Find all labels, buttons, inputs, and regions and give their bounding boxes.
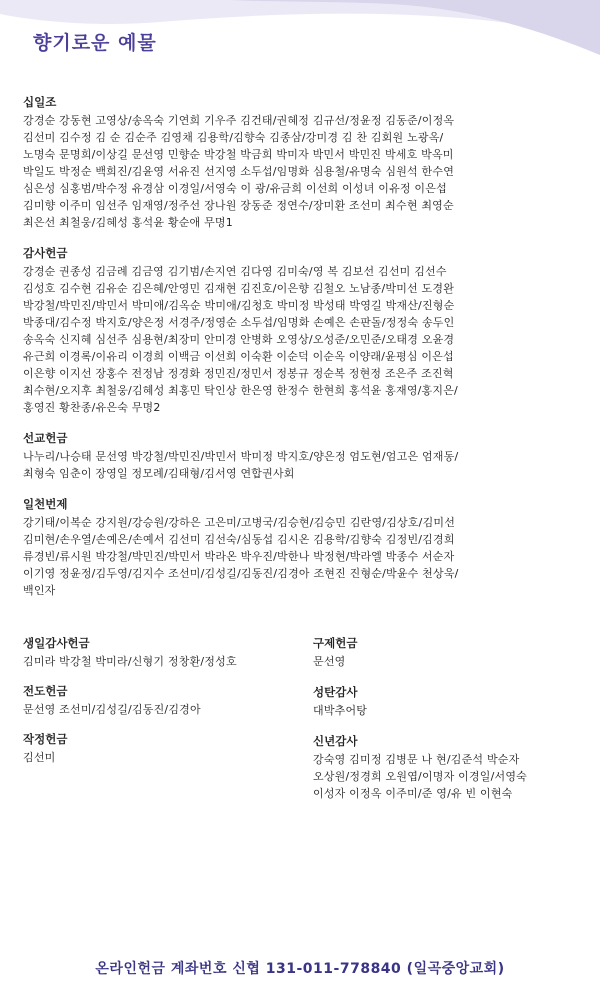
section-birthday-thanks	[23, 636, 293, 670]
left-column	[23, 636, 293, 780]
donor-line: 김미현/손우열/손예은/손예서 김선미 김선숙/심동섭 김시온 김용학/김향숙 김정빈/김경희	[23, 533, 455, 546]
donor-line: 이성자 이정옥 이주미/준 영/유 빈 이현숙	[313, 787, 513, 800]
donor-line: 송옥숙 신지혜 심선주 심용현/최장미 안미경 안병화 오영상/오성준/오민준/오태경 오윤경	[23, 333, 455, 346]
donor-line: 최수현/오지후 최철웅/김혜성 최홍민 탁인상 한은영 한정수 한현희 홍석윤 홍재영/홍지은/	[23, 384, 458, 397]
online-offering-account: 온라인헌금 계좌번호 신협 131-011-778840 (일곡중앙교회)	[95, 961, 505, 977]
donor-line: 박일도 박정순 백희진/김윤영 서유진 선지영 소두섭/임명화 심용철/유명숙 심원석 한수연	[23, 165, 455, 178]
donor-line: 김성호 김수현 김유순 김은혜/안영민 김재현 김진호/이은향 김철오 노남종/박미선 도경완	[23, 282, 455, 295]
section-christmas-thanks	[313, 685, 593, 719]
right-column	[313, 636, 593, 817]
donor-line: 강경순 강동현 고영상/송옥숙 기연희 기우주 김건태/권혜정 김규선/정윤정 김동준/이정옥	[23, 114, 455, 127]
donor-line: 강숙영 김미정 김병문 나 현/김준석 박순자	[313, 753, 520, 766]
donor-line: 이기영 정윤정/김두영/김지수 조선미/김성길/김동진/김경아 조현진 진형순/박윤수 천상욱/	[23, 567, 459, 580]
section-title: 일천번제	[23, 497, 68, 511]
donor-line: 박강철/박민진/박민서 박미애/김옥순 박미애/김청호 박미정 박성태 박영길 박재산/진형순	[23, 299, 455, 312]
donor-line: 이은향 이지선 장홍수 전정남 정경화 정민진/정민서 정봉규 정순복 정현정 조은주 조진혁	[23, 367, 454, 380]
donor-line: 홍영진 황찬종/유은숙 무명2	[23, 401, 161, 414]
donor-line: 문선영 조선미/김성길/김동진/김경아	[23, 703, 201, 716]
section-pledge	[23, 732, 293, 766]
section-title: 감사헌금	[23, 246, 68, 260]
section-title: 성탄감사	[313, 685, 358, 699]
donor-line: 오상원/정경희 오원엽/이명자 이경일/서영숙	[313, 770, 527, 783]
section-title: 작정헌금	[23, 732, 68, 746]
section-thanksgiving	[23, 246, 588, 416]
donor-line: 김미라 박강철 박미라/신형기 정창환/정성호	[23, 655, 237, 668]
section-mission	[23, 431, 588, 482]
section-tithe	[23, 95, 588, 231]
section-thousand-offerings	[23, 497, 588, 599]
donor-line: 김미향 이주미 임선주 임재영/정주선 장나원 장동준 정연수/장미환 조선미 최수현 최영순	[23, 199, 454, 212]
donor-sections	[23, 95, 588, 614]
section-title: 생일감사헌금	[23, 636, 90, 650]
donor-line: 류경빈/류시원 박강철/박민진/박민서 박라온 박우진/박한나 박정현/박라엘 박종수 서순자	[23, 550, 455, 563]
section-relief	[313, 636, 593, 670]
donor-line: 김선미	[23, 751, 56, 764]
section-evangelism	[23, 684, 293, 718]
donor-line: 나누리/나승태 문선영 박강철/박민진/박민서 박미정 박지호/양은정 엄도현/엄고은 엄재동/	[23, 450, 459, 463]
donor-line: 유근희 이경록/이유리 이경희 이백금 이선희 이숙환 이순덕 이순옥 이양래/윤평심 이은섭	[23, 350, 454, 363]
donor-line: 김선미 김수정 김 순 김순주 김영채 김용학/김향숙 김종삼/강미경 김 찬 김회원 노광옥/	[23, 131, 444, 144]
section-title: 십일조	[23, 95, 57, 109]
section-title: 전도헌금	[23, 684, 68, 698]
donor-line: 박종대/김수정 박지호/양은정 서경주/정영순 소두섭/임명화 손예은 손판돌/정정숙 송두인	[23, 316, 455, 329]
donor-line: 최은선 최철웅/김혜성 홍석윤 황순애 무명1	[23, 216, 233, 229]
donor-line: 백인자	[23, 584, 56, 597]
donor-line: 노명숙 문명희/이상길 문선영 민향순 박강철 박금희 박미자 박민서 박민진 박세호 박옥미	[23, 148, 454, 161]
section-title: 구제헌금	[313, 636, 358, 650]
section-new-year-thanks	[313, 734, 593, 802]
donor-line: 대박추어탕	[313, 704, 368, 717]
donor-line: 최형숙 임춘이 장영일 정모례/김태형/김서영 연합권사회	[23, 467, 295, 480]
donor-line: 문선영	[313, 655, 346, 668]
page-title: 향기로운 예물	[33, 32, 157, 54]
donor-line: 심은성 심홍범/박수정 유경삼 이경일/서영숙 이 광/유금희 이선희 이성녀 이유정 이은섭	[23, 182, 447, 195]
donor-line: 강경순 권종성 김금례 김금영 김기범/손지연 김다영 김미숙/영 복 김보선 김선미 김선수	[23, 265, 447, 278]
section-title: 신년감사	[313, 734, 358, 748]
section-title: 선교헌금	[23, 431, 68, 445]
donor-line: 강기태/이복순 강지원/강승원/강하은 고은미/고병국/김승현/김승민 김란영/김상호/김미선	[23, 516, 456, 529]
